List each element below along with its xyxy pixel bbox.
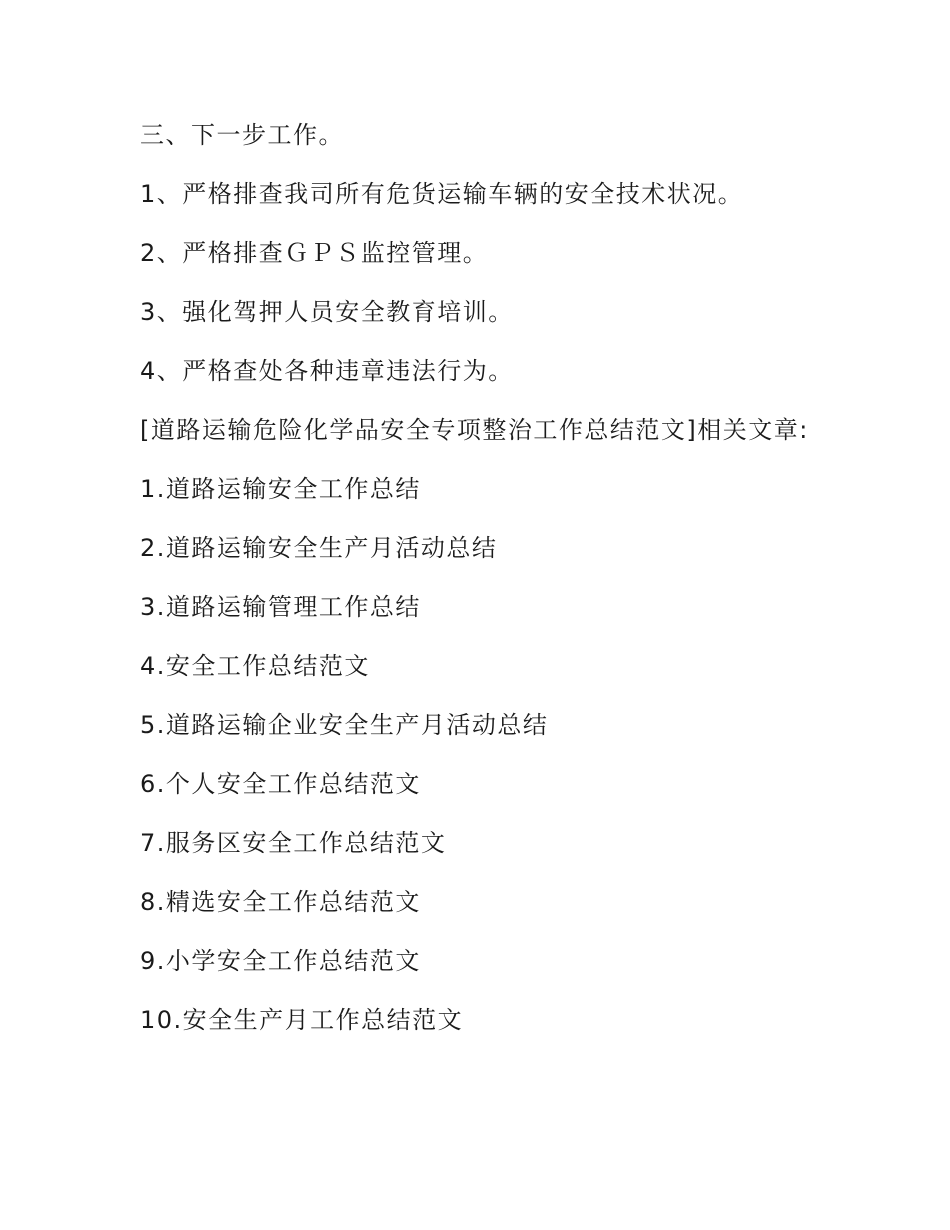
related-article-link-1[interactable]: 1.道路运输安全工作总结: [140, 475, 421, 503]
related-article-link-4[interactable]: 4.安全工作总结范文: [140, 652, 370, 680]
related-article-link-6[interactable]: 6.个人安全工作总结范文: [140, 770, 421, 798]
section-item-4: 4、严格查处各种违章违法行为。: [140, 357, 514, 385]
related-article-link-9[interactable]: 9.小学安全工作总结范文: [140, 947, 421, 975]
related-article-link-7[interactable]: 7.服务区安全工作总结范文: [140, 829, 447, 857]
related-article-link-5[interactable]: 5.道路运输企业安全生产月活动总结: [140, 711, 549, 739]
section-item-1: 1、严格排查我司所有危货运输车辆的安全技术状况。: [140, 180, 744, 208]
section-item-3: 3、强化驾押人员安全教育培训。: [140, 298, 514, 326]
document-content: [140, 117, 830, 1061]
related-article-link-3[interactable]: 3.道路运输管理工作总结: [140, 593, 421, 621]
section-item-2: 2、严格排查ＧＰＳ监控管理。: [140, 239, 489, 267]
related-article-link-8[interactable]: 8.精选安全工作总结范文: [140, 888, 421, 916]
section-heading: 三、下一步工作。: [140, 121, 344, 149]
related-article-link-2[interactable]: 2.道路运输安全生产月活动总结: [140, 534, 498, 562]
related-articles-title: [道路运输危险化学品安全专项整治工作总结范文]相关文章:: [140, 416, 809, 444]
related-article-link-10[interactable]: 10.安全生产月工作总结范文: [140, 1006, 464, 1034]
